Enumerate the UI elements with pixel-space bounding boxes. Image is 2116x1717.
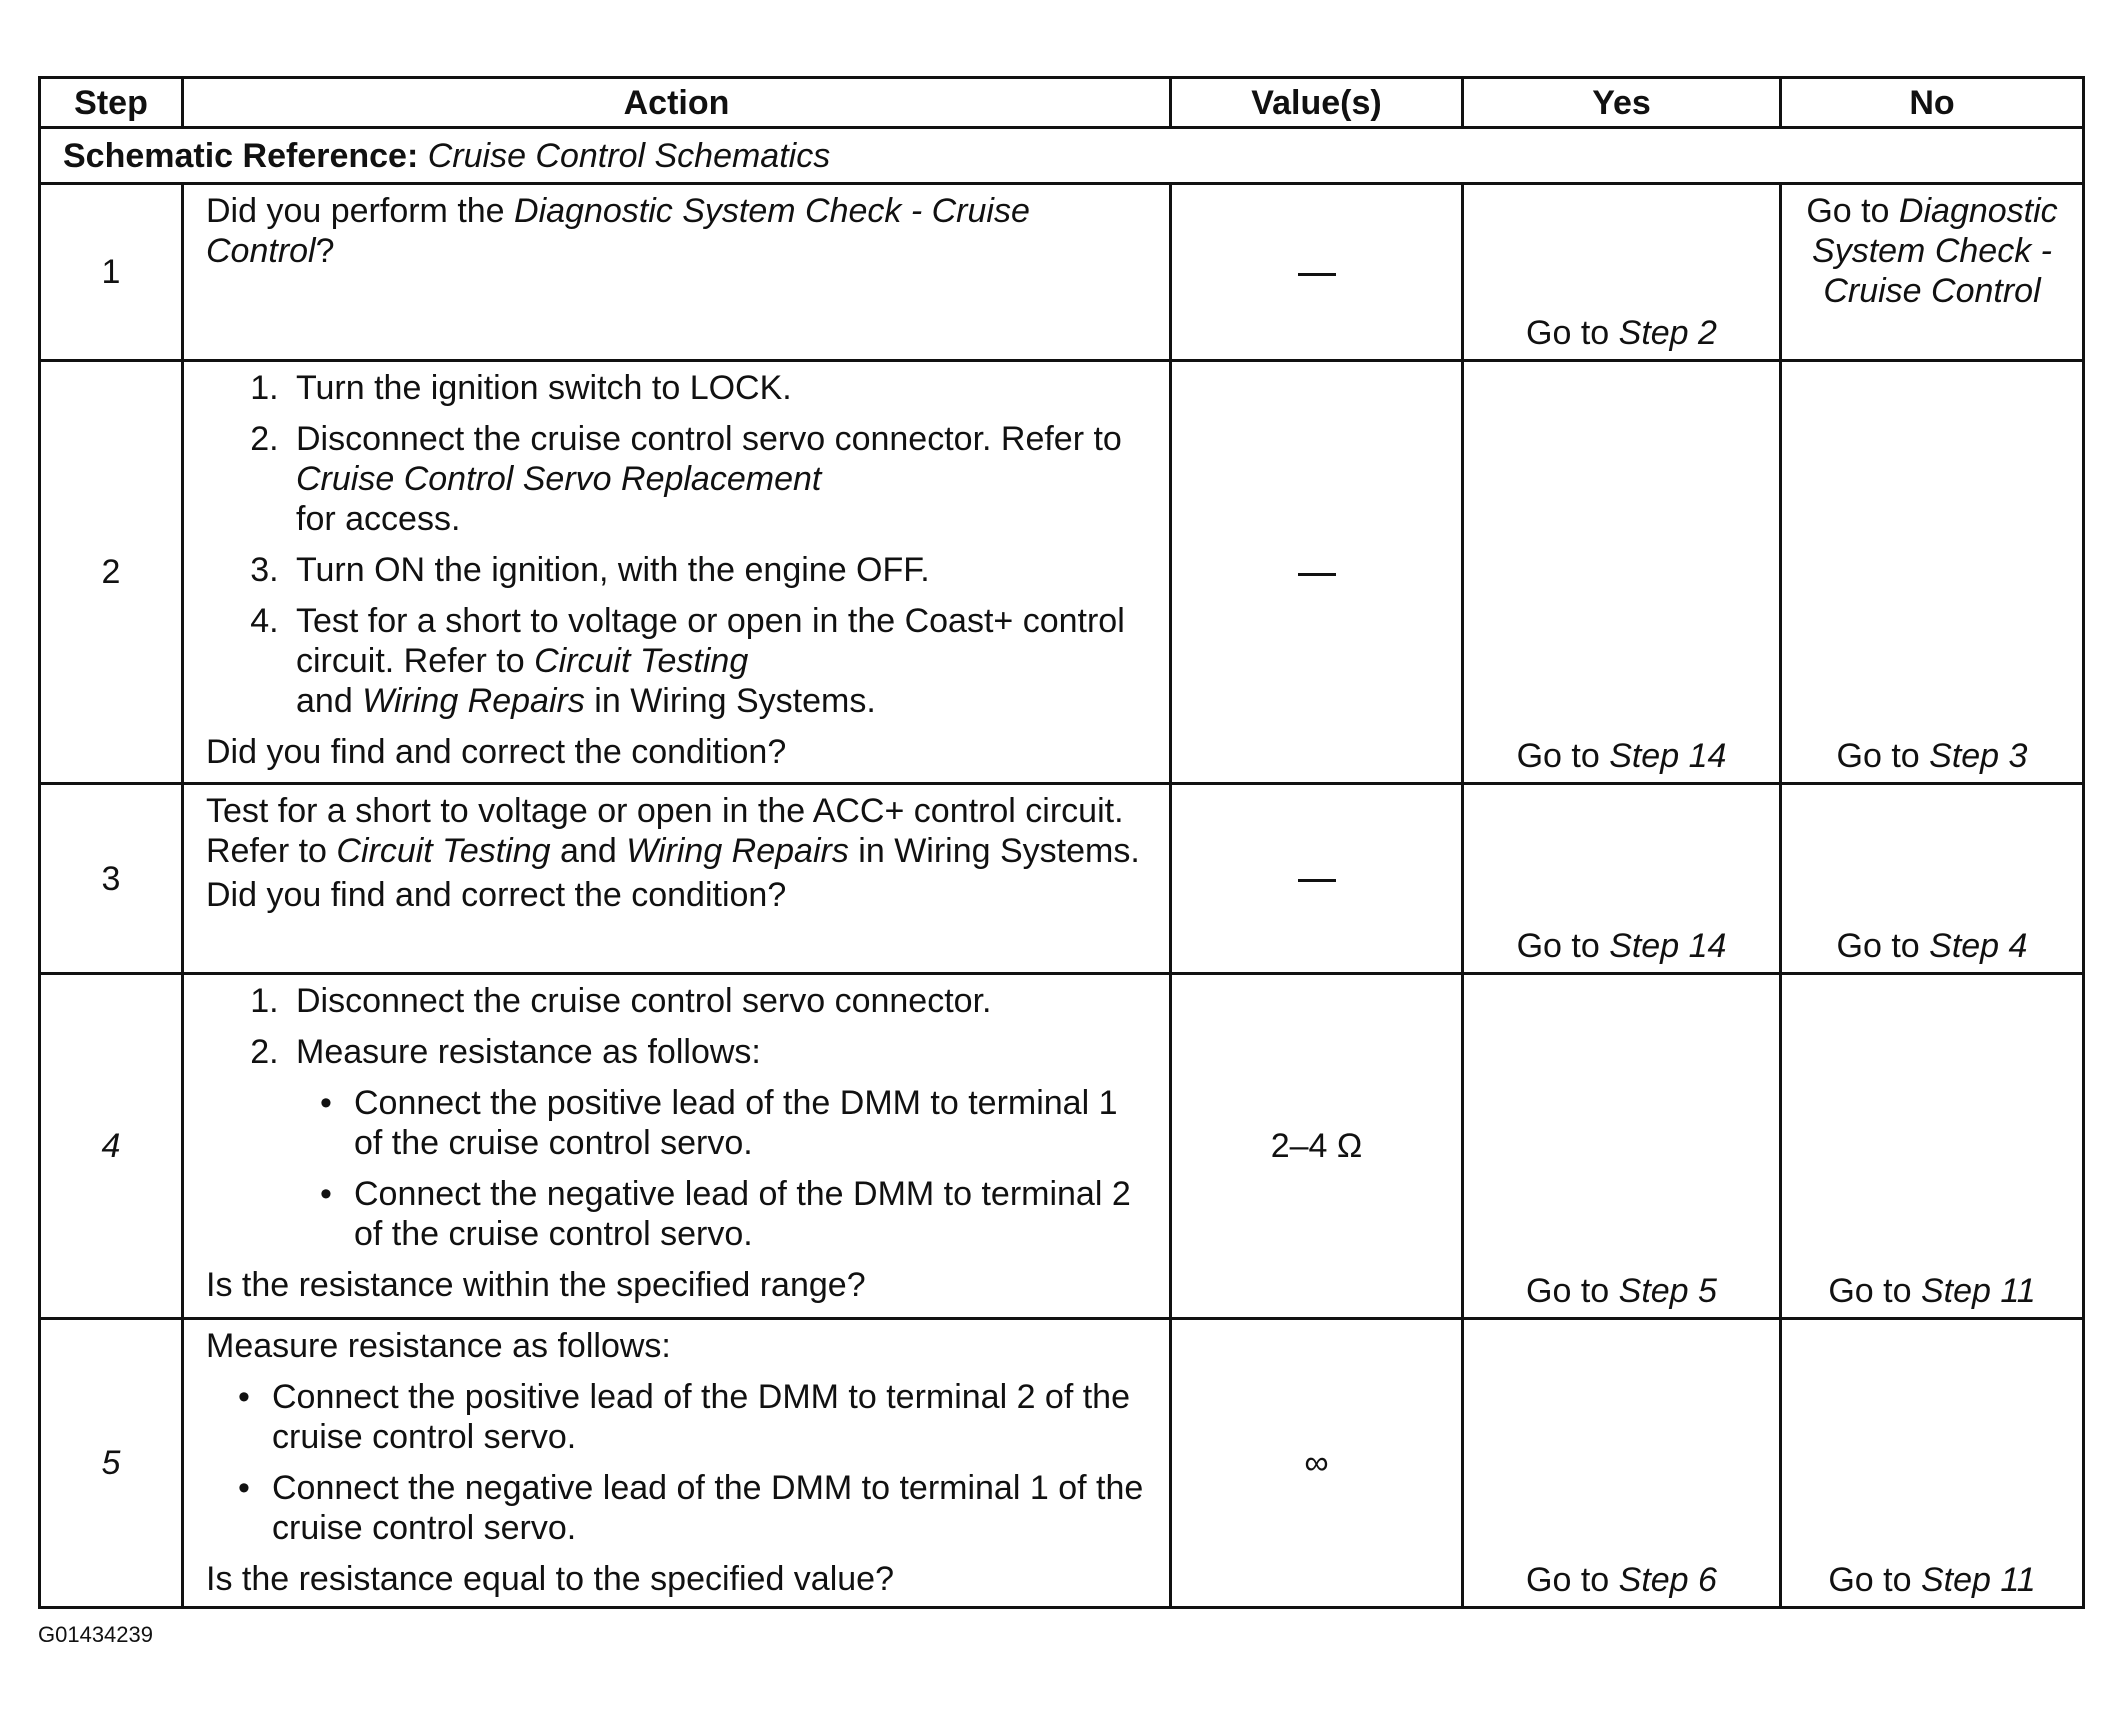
action-reference: Wiring Repairs (626, 832, 849, 870)
step-number: 4 (40, 974, 183, 1319)
action-step (288, 1032, 1147, 1254)
goto-prefix: Go to (1836, 737, 1930, 775)
value-dash (1298, 573, 1336, 576)
bullet-item: • Connect the negative lead of the DMM to terminal 1 of the cruise control servo. (272, 1468, 1147, 1548)
header-yes: Yes (1463, 78, 1781, 128)
action-cell (183, 974, 1171, 1319)
table-row (40, 1319, 2084, 1608)
action-text: Measure resistance as follows: (296, 1033, 761, 1071)
yes-cell (1463, 1319, 1781, 1608)
goto-prefix: Go to (1526, 314, 1619, 352)
goto-prefix: Go to (1516, 737, 1610, 775)
value-cell: 2–4 Ω (1171, 974, 1463, 1319)
schematic-reference-row (40, 128, 2084, 184)
value-cell (1171, 361, 1463, 784)
goto-prefix: Go to (1828, 1272, 1921, 1310)
goto-target: Step 14 (1609, 737, 1727, 775)
header-step: Step (40, 78, 183, 128)
measure-bullets (296, 1083, 1147, 1254)
action-step: 3. Turn ON the ignition, with the engine OFF. (288, 550, 1147, 590)
step-number: 5 (40, 1319, 183, 1608)
goto-target: Step 14 (1609, 927, 1727, 965)
table-row (40, 361, 2084, 784)
action-text: Test for a short to voltage or open in the Coast+ control circuit. Refer to (296, 602, 1125, 680)
goto-prefix: Go to (1526, 1272, 1619, 1310)
goto-prefix: Go to (1516, 927, 1610, 965)
yes-cell (1463, 784, 1781, 974)
action-question: Did you find and correct the condition? (206, 733, 787, 771)
action-text: in Wiring Systems. (848, 832, 1140, 870)
action-cell (183, 361, 1171, 784)
header-values: Value(s) (1171, 78, 1463, 128)
action-steps (206, 981, 1147, 1254)
action-text: Disconnect the cruise control servo connector. Refer to (296, 420, 1122, 458)
header-action: Action (183, 78, 1171, 128)
no-cell (1781, 974, 2084, 1319)
schematic-reference-label: Schematic Reference: (63, 136, 419, 175)
action-text: Test for a short to voltage or open in the ACC+ control circuit. Refer to (206, 792, 1124, 870)
action-text: and (296, 682, 363, 720)
value-cell: ∞ (1171, 1319, 1463, 1608)
goto-target: Step 3 (1929, 737, 2028, 775)
action-step: 1. Disconnect the cruise control servo connector. (288, 981, 1147, 1021)
bullet-item: • Connect the positive lead of the DMM to terminal 2 of the cruise control servo. (272, 1377, 1147, 1457)
value-dash (1298, 273, 1336, 276)
value-dash (1298, 879, 1336, 882)
action-text: ? (315, 232, 335, 270)
header-row (40, 78, 2084, 128)
action-question: Did you find and correct the condition? (206, 876, 787, 914)
action-step (288, 419, 1147, 539)
no-cell (1781, 184, 2084, 361)
action-step (288, 601, 1147, 721)
yes-cell (1463, 184, 1781, 361)
action-text: for access. (296, 500, 461, 538)
step-number: 3 (40, 784, 183, 974)
action-reference: Wiring Repairs (362, 682, 585, 720)
action-steps (206, 368, 1147, 721)
value-cell (1171, 784, 1463, 974)
action-text: and (550, 832, 627, 870)
goto-target: Step 11 (1920, 1272, 2036, 1310)
yes-cell (1463, 361, 1781, 784)
goto-target: Diagnostic System Check - Cruise Control (1812, 192, 2058, 310)
action-reference: Cruise Control Servo Replacement (296, 460, 822, 498)
goto-prefix: Go to (1828, 1561, 1921, 1599)
no-cell (1781, 1319, 2084, 1608)
action-question: Is the resistance equal to the specified value? (206, 1560, 894, 1598)
action-reference: Circuit Testing (534, 642, 749, 680)
action-cell (183, 784, 1171, 974)
goto-prefix: Go to (1836, 927, 1930, 965)
goto-target: Step 6 (1618, 1561, 1717, 1599)
schematic-reference-link: Cruise Control Schematics (427, 136, 831, 175)
value-cell (1171, 184, 1463, 361)
goto-target: Step 5 (1618, 1272, 1717, 1310)
table-row (40, 974, 2084, 1319)
action-cell (183, 1319, 1171, 1608)
yes-cell (1463, 974, 1781, 1319)
action-reference: Diagnostic System Check - Cruise Control (206, 192, 1030, 270)
bullet-item: • Connect the positive lead of the DMM to terminal 1 of the cruise control servo. (354, 1083, 1147, 1163)
action-text: in Wiring Systems. (584, 682, 876, 720)
measure-bullets (206, 1377, 1147, 1548)
action-question: Is the resistance within the specified range? (206, 1266, 866, 1304)
step-number: 2 (40, 361, 183, 784)
action-step: 1. Turn the ignition switch to LOCK. (288, 368, 1147, 408)
step-number: 1 (40, 184, 183, 361)
header-no: No (1781, 78, 2084, 128)
no-cell (1781, 784, 2084, 974)
goto-target: Step 4 (1929, 927, 2028, 965)
goto-prefix: Go to (1806, 192, 1899, 230)
diagnostic-table (38, 76, 2085, 1609)
action-cell (183, 184, 1171, 361)
goto-target: Step 2 (1618, 314, 1717, 352)
action-reference: Circuit Testing (336, 832, 551, 870)
table-row (40, 184, 2084, 361)
table-row (40, 784, 2084, 974)
schematic-reference (40, 128, 2084, 184)
goto-prefix: Go to (1526, 1561, 1619, 1599)
figure-id: G01434239 (38, 1622, 153, 1647)
no-cell (1781, 361, 2084, 784)
bullet-item: • Connect the negative lead of the DMM to terminal 2 of the cruise control servo. (354, 1174, 1147, 1254)
action-intro: Measure resistance as follows: (206, 1327, 671, 1365)
action-text: Did you perform the (206, 192, 515, 230)
action-paragraph (206, 791, 1147, 871)
goto-target: Step 11 (1920, 1561, 2036, 1599)
